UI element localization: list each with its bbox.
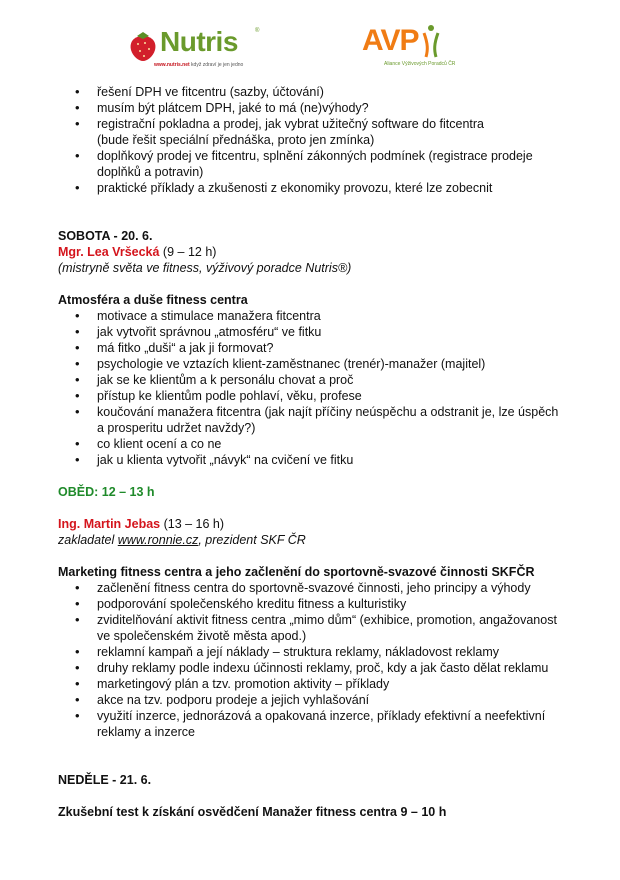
topic1-title: Atmosféra a duše fitness centra [58,293,248,307]
list-item-line: registrační pokladna a prodej, jak vybrat užitečný software do fitcentra [97,117,485,131]
topic1-bullet-list [58,308,568,468]
list-item: • marketingový plán a tzv. promotion aktivity – příklady [58,676,568,692]
list-item: • řešení DPH ve fitcentru (sazby, účtování) [58,84,568,100]
list-item: • jak se ke klientům a k personálu chovat a proč [58,372,568,388]
list-item-line: zviditelňování aktivit fitness centra „mimo dům“ (exhibice, promotion, angažovanost [97,613,557,627]
strawberry-icon [128,30,158,62]
exam-line: Zkušební test k získání osvědčení Manažer fitness centra 9 – 10 h [58,805,447,819]
list-item: • reklamní kampaň a její náklady – struktura reklamy, nákladovost reklamy [58,644,568,660]
list-item [58,708,568,740]
list-item: • psychologie ve vztazích klient-zaměstnanec (trenér)-manažer (majitel) [58,356,568,372]
nutris-url[interactable]: www.nutris.net [154,62,190,68]
list-item-line: reklamy a inzerce [97,725,195,739]
ronnie-link[interactable]: www.ronnie.cz [117,533,199,547]
list-item-line: ve společenském životě města apod.) [97,629,307,643]
nutris-slogan: když zdraví je jen jedno [191,62,244,68]
speaker2-desc-after: , prezident SKF ČR [198,533,306,547]
list-item: • jak vytvořit správnou „atmosféru“ ve fitku [58,324,568,340]
list-item: • akce na tzv. podporu prodeje a jejich vyhlašování [58,692,568,708]
list-item: • podporování společenského kreditu fitness a kulturistiky [58,596,568,612]
speaker2-name: Ing. Martin Jebas [58,517,161,531]
sunday-heading: NEDĚLE - 21. 6. [58,773,152,787]
speaker2-time: (13 – 16 h) [160,517,225,531]
document-body [58,84,568,820]
list-item: • motivace a stimulace manažera fitcentra [58,308,568,324]
nutris-tagline [154,62,243,68]
avp-logo[interactable] [362,20,482,72]
list-item: • začlenění fitness centra do sportovně-svazové činnosti, jeho principy a výhody [58,580,568,596]
nutris-wordmark: Nutris [160,26,238,57]
list-item-line: a prosperitu udržet navždy?) [97,421,256,435]
person-icon [422,24,440,58]
speaker2-description [58,532,568,548]
topic2-title: Marketing fitness centra a jeho začlenění do sportovně-svazové činnosti SKFČR [58,565,535,579]
avp-tagline: Aliance Výživových Poradců ČR [384,61,456,67]
list-item: • přístup ke klientům podle pohlaví, věku, profese [58,388,568,404]
list-item [58,612,568,644]
list-item-line: doplňkový prodej ve fitcentru, splnění zákonných podmínek (registrace prodeje [97,149,533,163]
top-bullet-list [58,84,568,196]
list-item: • druhy reklamy podle indexu účinnosti reklamy, proč, kdy a jak často dělat reklamu [58,660,568,676]
list-item: • praktické příklady a zkušenosti z ekonomiky provozu, které lze zobecnit [58,180,568,196]
list-item [58,404,568,436]
list-item: • má fitko „duši“ a jak ji formovat? [58,340,568,356]
list-item-line: využití inzerce, jednorázová a opakovaná inzerce, příklady efektivní a neefektivní [97,709,546,723]
list-item [58,148,568,180]
list-item-line: doplňků a potravin) [97,165,204,179]
nutris-logo[interactable] [128,20,268,72]
topic2-bullet-list [58,580,568,740]
lunch-break: OBĚD: 12 – 13 h [58,485,155,499]
list-item: • musím být plátcem DPH, jaké to má (ne)výhody? [58,100,568,116]
speaker1-description: (mistryně světa ve fitness, výživový poradce Nutris®) [58,261,352,275]
speaker1-name: Mgr. Lea Vršecká [58,245,160,259]
list-item: • co klient ocení a co ne [58,436,568,452]
avp-wordmark: AVP [362,24,419,57]
list-item-line: koučování manažera fitcentra (jak najít příčiny neúspěchu a odstranit je, lze úspěch [97,405,559,419]
list-item: • jak u klienta vytvořit „návyk“ na cvičení ve fitku [58,452,568,468]
speaker1-time: (9 – 12 h) [159,245,217,259]
list-item-line: (bude řešit speciální přednáška, proto jen zmínka) [97,133,375,147]
speaker2-desc-before: zakladatel [58,533,118,547]
speaker2-line [58,516,568,532]
registered-mark: ® [255,28,260,34]
list-item [58,116,568,148]
saturday-heading: SOBOTA - 20. 6. [58,229,153,243]
header [0,16,620,78]
speaker1-line [58,244,568,260]
